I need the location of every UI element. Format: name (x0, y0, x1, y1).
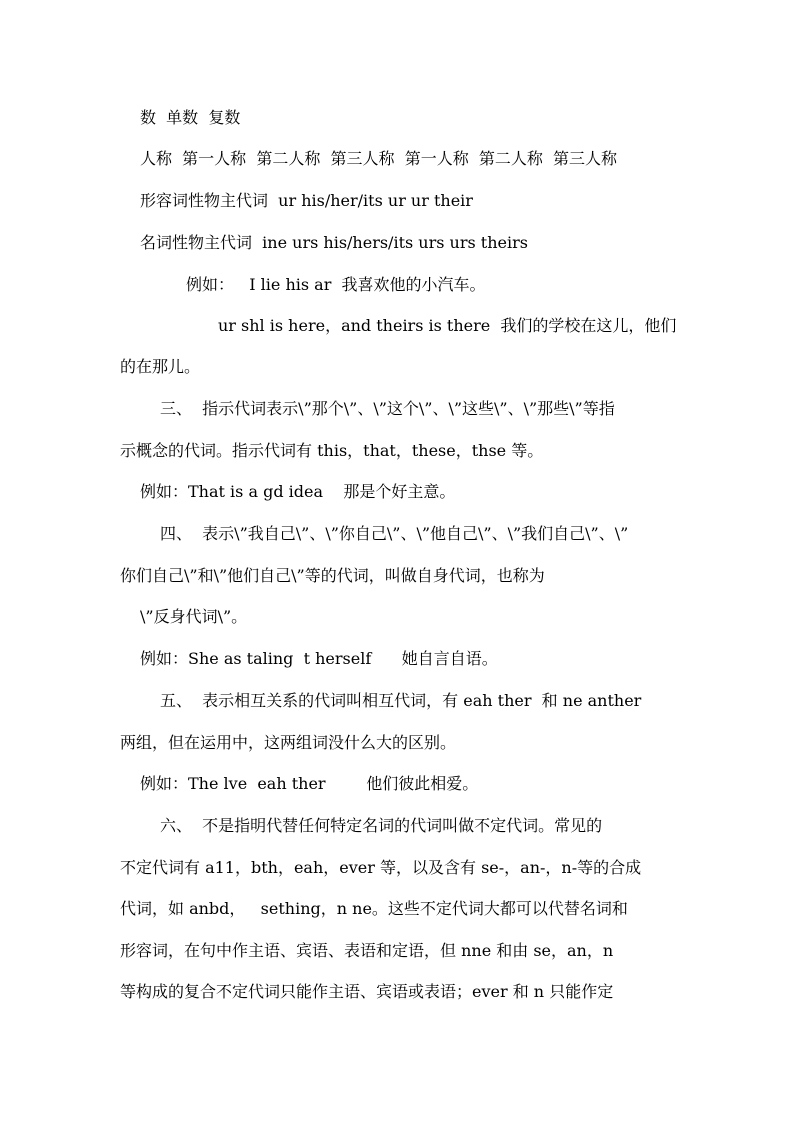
text-line-13: \”反身代词\”。 (140, 607, 248, 626)
text-line-6: ur shl is here，and theirs is there 我们的学校在这儿，他们 (218, 316, 677, 335)
text-line-16: 两组，但在运用中，这两组词没什么大的区别。 (120, 733, 457, 752)
text-line-22: 等构成的复合不定代词只能作主语、宾语或表语；ever 和 n 只能作定 (120, 982, 614, 1001)
text-line-21: 形容词，在句中作主语、宾语、表语和定语，但 nne 和由 se，an，n (120, 941, 614, 960)
text-line-4: 名词性物主代词 ine urs his/hers/its urs urs theirs (140, 233, 528, 252)
text-line-18: 六、 不是指明代替任何特定名词的代词叫做不定代词。常见的 (160, 816, 603, 835)
text-line-1: 数 单数 复数 (140, 108, 241, 127)
text-line-9: 示概念的代词。指示代词有 this，that，these，thse 等。 (120, 441, 544, 460)
text-line-15: 五、 表示相互关系的代词叫相互代词，有 eah ther 和 ne anther (160, 691, 642, 710)
text-line-3: 形容词性物主代词 ur his/her/its ur ur their (140, 191, 473, 210)
text-line-11: 四、 表示\”我自己\”、\”你自己\”、\”他自己\”、\”我们自己\”、\” (160, 524, 629, 543)
text-line-19: 不定代词有 a11，bth，eah，ever 等，以及含有 se-，an-，n-等的合成 (120, 858, 642, 877)
text-line-10: 例如：That is a gd idea 那是个好主意。 (140, 482, 456, 501)
text-line-20: 代词，如 anbd， sething，n ne。这些不定代词大都可以代替名词和 (120, 899, 628, 918)
text-line-17: 例如：The lve eah ther 他们彼此相爱。 (140, 774, 479, 793)
text-line-12: 你们自己\”和\”他们自己\”等的代词，叫做自身代词，也称为 (120, 566, 545, 585)
text-line-8: 三、 指示代词表示\”那个\”、\”这个\”、\”这些\”、\”那些\”等指 (160, 399, 615, 418)
text-line-7: 的在那儿。 (120, 357, 201, 376)
text-line-2: 人称 第一人称 第二人称 第三人称 第一人称 第二人称 第三人称 (140, 149, 618, 168)
text-line-5: 例如： I lie his ar 我喜欢他的小汽车。 (186, 275, 486, 294)
text-line-14: 例如：She as taling t herself 她自言自语。 (140, 649, 498, 668)
